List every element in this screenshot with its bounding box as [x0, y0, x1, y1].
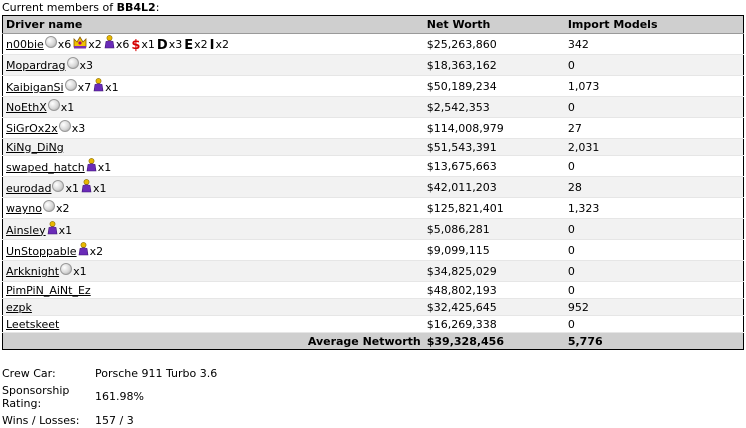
driver-link[interactable]: KaibiganSi — [6, 80, 64, 94]
net-worth-header: Net Worth — [424, 16, 565, 34]
heading-prefix: Current members of — [2, 1, 117, 14]
badge-count: x1 — [105, 80, 119, 94]
member-row — [3, 219, 744, 240]
badge-count: x3 — [79, 59, 94, 72]
driver-cell — [3, 219, 424, 240]
badge-count: x1 — [58, 223, 73, 237]
dollar-icon: $ — [131, 38, 141, 53]
member-row — [3, 177, 744, 198]
badge-count: x2 — [194, 38, 208, 51]
member-row — [3, 198, 744, 219]
member-row — [3, 156, 744, 177]
networth-cell: $18,363,162 — [424, 55, 565, 76]
networth-cell: $13,675,663 — [424, 156, 565, 177]
driver-link[interactable]: Mopardrag — [6, 59, 66, 72]
badge-count: x6 — [57, 38, 72, 51]
imports-cell: 342 — [565, 34, 744, 55]
driver-cell — [3, 97, 424, 118]
driver-cell — [3, 156, 424, 177]
driver-link[interactable]: UnStoppable — [6, 244, 77, 258]
networth-cell: $2,542,353 — [424, 97, 565, 118]
badge-count: x3 — [168, 38, 183, 51]
driver-link[interactable]: swaped_hatch — [6, 160, 85, 174]
silver-medal-icon — [52, 180, 64, 196]
driver-cell — [3, 55, 424, 76]
imports-cell: 0 — [565, 55, 744, 76]
silver-medal-icon — [65, 79, 77, 95]
average-imports: 5,776 — [565, 333, 744, 350]
imports-cell: 952 — [565, 299, 744, 316]
driver-link[interactable]: n00bie — [6, 38, 44, 51]
imports-cell: 0 — [565, 261, 744, 282]
letter-i-icon: I — [209, 38, 215, 53]
member-row — [3, 34, 744, 55]
networth-cell: $48,802,193 — [424, 282, 565, 299]
badge-count: x1 — [92, 181, 107, 195]
driver-cell — [3, 34, 424, 55]
member-row — [3, 282, 744, 299]
driver-link[interactable]: NoEthX — [6, 101, 47, 114]
member-row — [3, 261, 744, 282]
members-table-header — [3, 16, 744, 34]
driver-link[interactable]: SiGrOx2x — [6, 122, 58, 135]
networth-cell: $50,189,234 — [424, 76, 565, 97]
members-table — [2, 15, 744, 350]
driver-cell — [3, 316, 424, 333]
networth-cell: $16,269,338 — [424, 316, 565, 333]
member-row — [3, 97, 744, 118]
imports-cell: 28 — [565, 177, 744, 198]
member-row — [3, 240, 744, 261]
silver-medal-icon — [60, 263, 72, 279]
letter-e-icon: E — [184, 38, 194, 53]
import-models-header: Import Models — [565, 16, 744, 34]
networth-cell: $25,263,860 — [424, 34, 565, 55]
member-row — [3, 55, 744, 76]
networth-cell: $42,011,203 — [424, 177, 565, 198]
networth-cell: $51,543,391 — [424, 139, 565, 156]
member-row — [3, 118, 744, 139]
badge-count: x1 — [65, 181, 79, 195]
imports-cell: 0 — [565, 240, 744, 261]
badge-count: x1 — [60, 101, 75, 114]
purple-figure-icon — [78, 242, 89, 259]
average-row — [3, 333, 744, 350]
purple-figure-icon — [47, 221, 58, 238]
driver-link[interactable]: KiNg_DiNg — [6, 140, 64, 154]
driver-cell — [3, 177, 424, 198]
driver-link[interactable]: Leetskeet — [6, 317, 60, 331]
badge-count: x2 — [89, 244, 104, 258]
driver-link[interactable]: PimPiN_AiNt_Ez — [6, 283, 91, 297]
member-row — [3, 316, 744, 333]
badge-count: x1 — [141, 38, 155, 51]
average-networth: $39,328,456 — [424, 333, 565, 350]
silver-medal-icon — [59, 120, 71, 136]
silver-medal-icon — [43, 200, 55, 216]
driver-link[interactable]: ezpk — [6, 300, 32, 314]
heading-suffix: : — [155, 1, 160, 14]
driver-cell — [3, 76, 424, 97]
badge-count: x6 — [115, 38, 130, 51]
driver-cell — [3, 198, 424, 219]
driver-cell — [3, 299, 424, 316]
driver-link[interactable]: Ainsley — [6, 223, 46, 237]
driver-cell — [3, 240, 424, 261]
wins-losses-value: 157 / 3 — [95, 414, 134, 427]
member-row — [3, 76, 744, 97]
letter-d-icon: D — [156, 38, 168, 53]
silver-medal-icon — [45, 36, 57, 52]
sponsorship-value: 161.98% — [95, 390, 144, 403]
badge-count: x2 — [88, 38, 102, 51]
networth-cell: $32,425,645 — [424, 299, 565, 316]
silver-medal-icon — [67, 57, 79, 73]
imports-cell: 2,031 — [565, 139, 744, 156]
purple-figure-icon — [86, 158, 97, 175]
crown-icon — [73, 36, 87, 52]
driver-cell — [3, 282, 424, 299]
badge-count: x1 — [97, 160, 112, 174]
purple-figure-icon — [93, 78, 104, 95]
wins-losses-label: Wins / Losses: — [2, 414, 80, 427]
badge-count: x2 — [55, 202, 70, 215]
average-label: Average Networth — [3, 333, 424, 350]
networth-cell: $34,825,029 — [424, 261, 565, 282]
badge-count: x3 — [71, 122, 86, 135]
imports-cell: 0 — [565, 316, 744, 333]
driver-link[interactable]: eurodad — [6, 181, 52, 195]
crew-name: BB4L2 — [116, 1, 156, 14]
purple-figure-icon — [104, 35, 115, 52]
networth-cell: $9,099,115 — [424, 240, 565, 261]
crew-car-label: Crew Car: — [2, 367, 56, 380]
imports-cell: 1,073 — [565, 76, 744, 97]
silver-medal-icon — [48, 99, 60, 115]
driver-cell — [3, 261, 424, 282]
networth-cell: $114,008,979 — [424, 118, 565, 139]
imports-cell: 0 — [565, 97, 744, 118]
member-row — [3, 299, 744, 316]
imports-cell: 1,323 — [565, 198, 744, 219]
imports-cell: 0 — [565, 156, 744, 177]
badge-count: x1 — [73, 265, 87, 278]
sponsorship-label: Sponsorship Rating: — [2, 384, 70, 410]
networth-cell: $125,821,401 — [424, 198, 565, 219]
crew-car-value: Porsche 911 Turbo 3.6 — [95, 367, 218, 380]
purple-figure-icon — [81, 179, 92, 196]
driver-cell — [3, 118, 424, 139]
imports-cell: 0 — [565, 282, 744, 299]
imports-cell: 0 — [565, 219, 744, 240]
imports-cell: 27 — [565, 118, 744, 139]
badge-count: x7 — [77, 80, 92, 94]
member-row — [3, 139, 744, 156]
driver-link[interactable]: Arkknight — [6, 265, 60, 278]
page-heading — [2, 1, 159, 15]
driver-cell — [3, 139, 424, 156]
badge-count: x2 — [215, 38, 229, 51]
networth-cell: $5,086,281 — [424, 219, 565, 240]
driver-name-header: Driver name — [3, 16, 424, 34]
driver-link[interactable]: wayno — [6, 202, 42, 215]
